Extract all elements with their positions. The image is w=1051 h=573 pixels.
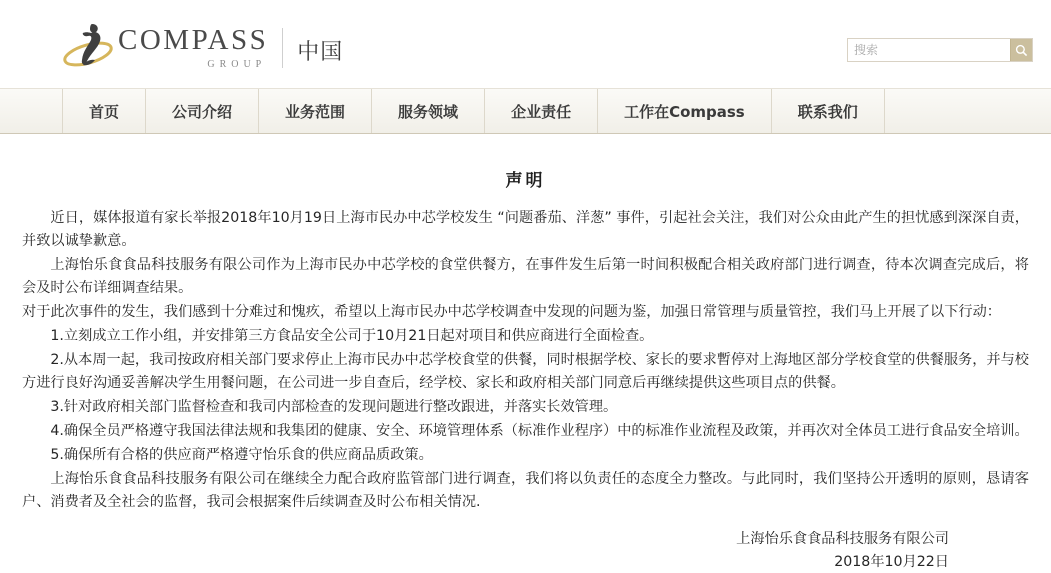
nav-item-label: 联系我们 — [797, 102, 858, 121]
nav-item-label: 服务领域 — [398, 102, 459, 121]
nav-item-careers[interactable] — [598, 89, 772, 133]
nav-item-responsibility[interactable] — [485, 89, 598, 133]
nav-item-label: 工作在Compass — [624, 102, 745, 121]
compass-swoosh-figure-logo-icon — [62, 18, 116, 76]
page-title: 声明 — [505, 171, 546, 191]
logo-wordmark — [118, 26, 268, 76]
logo-sub-text: GROUP — [207, 59, 267, 70]
signature-block — [22, 528, 1029, 573]
statement-list-item: 5.确保所有合格的供应商严格遵守怡乐食的供应商品质政策。 — [50, 447, 433, 463]
statement-paragraph: 上海怡乐食食品科技服务有限公司在继续全力配合政府监管部门进行调查，我们将以负责任的态度全力整改。与此同时，我们坚持公开透明的原则，恳请客户、消费者及全社会的监督，我司会根据案件后续调查及时公布相关情况. — [22, 471, 1029, 510]
statement-list-item: 2.从本周一起，我司按政府相关部门要求停止上海市民办中芯学校食堂的供餐，同时根据学校、家长的要求暫停对上海地区部分学校食堂的供餐服务，并与校方进行良好沟通妥善解决学生用餐问题，在公司进一步自查后，经学校、家长和政府相关部门同意后再继续提供这些项目点的供餐。 — [22, 352, 1029, 391]
site-header — [0, 0, 1051, 88]
nav-item-label: 企业责任 — [511, 102, 572, 121]
nav-item-business[interactable] — [259, 89, 372, 133]
nav-item-label: 业务范围 — [285, 102, 346, 121]
search-box[interactable] — [847, 38, 1033, 62]
signature-date: 2018年10月22日 — [834, 553, 949, 570]
main-navigation — [0, 88, 1051, 134]
signature-company: 上海怡乐食食品科技服务有限公司 — [736, 531, 949, 547]
nav-item-home[interactable] — [62, 89, 146, 133]
logo-region-text: 中国 — [297, 40, 344, 65]
statement-list-item: 4.确保全员严格遵守我国法律法规和我集团的健康、安全、环境管理体系（标准作业程序）中的标准作业流程及政策，并再次对全体员工进行食品安全培训。 — [50, 423, 1029, 439]
nav-item-label: 公司介绍 — [172, 102, 233, 121]
statement-paragraph: 上海怡乐食食品科技服务有限公司作为上海市民办中芯学校的食堂供餐方，在事件发生后第一时间积极配合相关政府部门进行调查，待本次调查完成后，将会及时公布详细调查结果。 — [22, 257, 1029, 296]
search-input[interactable] — [848, 39, 1010, 61]
logo-brand-text: COMPASS — [118, 24, 269, 56]
statement-document — [0, 134, 1051, 573]
nav-item-label: 首页 — [89, 102, 120, 121]
nav-item-sectors[interactable] — [372, 89, 485, 133]
statement-paragraph: 近日，媒体报道有家长举报2018年10月19日上海市民办中芯学校发生 “问题番茄、洋葱” 事件，引起社会关注，我们对公众由此产生的担忧感到深深自责，并致以诚挚歉意。 — [22, 210, 1029, 249]
search-icon — [1015, 44, 1028, 57]
search-button[interactable] — [1010, 39, 1032, 61]
statement-paragraph: 对于此次事件的发生，我们感到十分难过和愧疚，希望以上海市民办中芯学校调查中发现的问题为鉴，加强日常管理与质量管控，我们马上开展了以下行动： — [22, 304, 1001, 320]
logo-divider — [282, 28, 283, 68]
statement-list-item: 3.针对政府相关部门监督检查和我司内部检查的发现问题进行整改跟进，并落实长效管理。 — [50, 399, 618, 415]
site-logo[interactable] — [62, 8, 343, 76]
nav-item-contact[interactable] — [772, 89, 885, 133]
statement-list-item: 1.立刻成立工作小组，并安排第三方食品安全公司于10月21日起对项目和供应商进行全面检查。 — [50, 328, 654, 344]
nav-item-about[interactable] — [146, 89, 259, 133]
